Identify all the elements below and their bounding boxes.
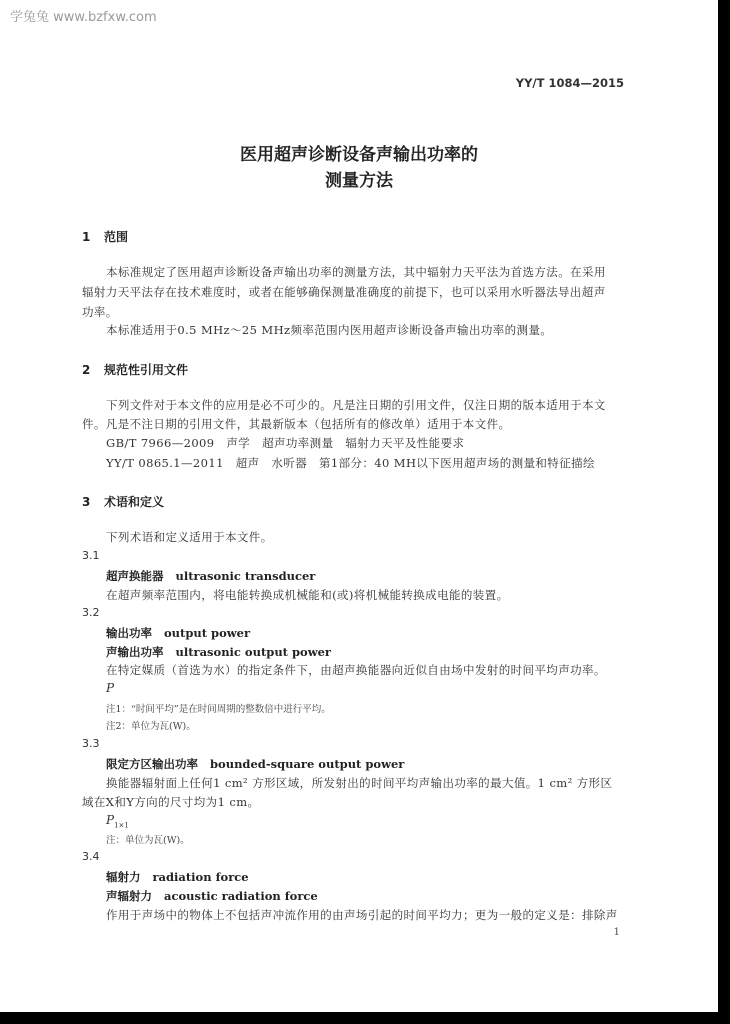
term-name-zh: 声输出功率: [106, 645, 164, 659]
paragraph-line: 件。凡是不注日期的引用文件，其最新版本（包括所有的修改单）适用于本文件。: [82, 417, 511, 431]
term-definition: 域在X和Y方向的尺寸均为1 cm。: [82, 795, 260, 809]
paragraph-line: 下列术语和定义适用于本文件。: [106, 530, 273, 544]
symbol-letter: P: [106, 813, 115, 827]
term-name-en: ultrasonic transducer: [175, 569, 316, 583]
term-name-en: radiation force: [152, 870, 249, 884]
section-number: 2: [82, 363, 91, 377]
term-title-synonym: [106, 644, 331, 660]
section-title: 范围: [104, 230, 129, 244]
term-number: 3.1: [82, 549, 100, 562]
term-name-zh: 辐射力: [106, 870, 141, 884]
term-name-en: bounded-square output power: [210, 757, 405, 771]
section-title: 术语和定义: [104, 495, 165, 509]
term-note: 注：单位为瓦(W)。: [106, 835, 190, 846]
term-name-zh: 限定方区输出功率: [106, 757, 198, 771]
term-name-zh: 输出功率: [106, 626, 152, 640]
term-number: 3.3: [82, 737, 100, 750]
term-note: 注2：单位为瓦(W)。: [106, 721, 196, 732]
paragraph-line: 辐射力天平法存在技术难度时，或者在能够确保测量准确度的前提下，也可以采用水听器法导出超声: [82, 285, 606, 299]
section-1-heading: [82, 228, 128, 245]
term-title: [106, 869, 249, 885]
term-number: 3.2: [82, 606, 100, 619]
term-name-en: acoustic radiation force: [164, 889, 318, 903]
term-name-en: ultrasonic output power: [175, 645, 331, 659]
reference-item: YY/T 0865.1—2011 超声 水听器 第1部分：40 MH以下医用超声场的测量和特征描绘: [106, 456, 595, 470]
term-name-zh: 超声换能器: [106, 569, 164, 583]
term-note: 注1：“时间平均”是在时间周期的整数倍中进行平均。: [106, 704, 331, 715]
term-title: [106, 756, 404, 772]
paragraph-line: 本标准适用于0.5 MHz～25 MHz频率范围内医用超声诊断设备声输出功率的测量。: [106, 323, 553, 337]
document-title-line2: 测量方法: [325, 171, 393, 191]
paragraph-line: 下列文件对于本文件的应用是必不可少的。凡是注日期的引用文件，仅注日期的版本适用于本文: [106, 398, 606, 412]
term-definition: 作用于声场中的物体上不包括声冲流作用的由声场引起的时间平均力；更为一般的定义是：排除声: [106, 908, 618, 922]
page-number: 1: [613, 926, 620, 938]
term-symbol: [106, 813, 129, 829]
symbol-subscript: 1×1: [114, 821, 129, 830]
term-definition: 在超声频率范围内，将电能转换成机械能和(或)将机械能转换成电能的装置。: [106, 588, 509, 602]
paragraph-line: 本标准规定了医用超声诊断设备声输出功率的测量方法，其中辐射力天平法为首选方法。在采用: [106, 265, 606, 279]
paragraph-line: 功率。: [82, 305, 118, 319]
section-3-heading: [82, 493, 164, 510]
term-name-en: output power: [164, 626, 251, 640]
term-definition: 在特定媒质（首选为水）的指定条件下，由超声换能器向近似自由场中发射的时间平均声功率。: [106, 663, 606, 677]
section-number: 3: [82, 495, 91, 509]
term-number: 3.4: [82, 850, 100, 863]
term-title-synonym: [106, 888, 318, 904]
term-name-zh: 声辐射力: [106, 889, 152, 903]
section-2-heading: [82, 361, 188, 378]
term-title: [106, 625, 250, 641]
section-title: 规范性引用文件: [104, 363, 189, 377]
term-symbol: P: [106, 681, 115, 695]
document-title-line1: 医用超声诊断设备声输出功率的: [240, 145, 478, 165]
section-number: 1: [82, 230, 91, 244]
term-title: [106, 568, 315, 584]
watermark: 学兔兔 www.bzfxw.com: [10, 10, 157, 25]
standard-number: YY/T 1084—2015: [515, 76, 624, 90]
term-definition: 换能器辐射面上任何1 cm² 方形区域，所发射出的时间平均声输出功率的最大值。1 cm² 方形区: [106, 776, 613, 790]
reference-item: GB/T 7966—2009 声学 超声功率测量 辐射力天平及性能要求: [106, 436, 465, 450]
